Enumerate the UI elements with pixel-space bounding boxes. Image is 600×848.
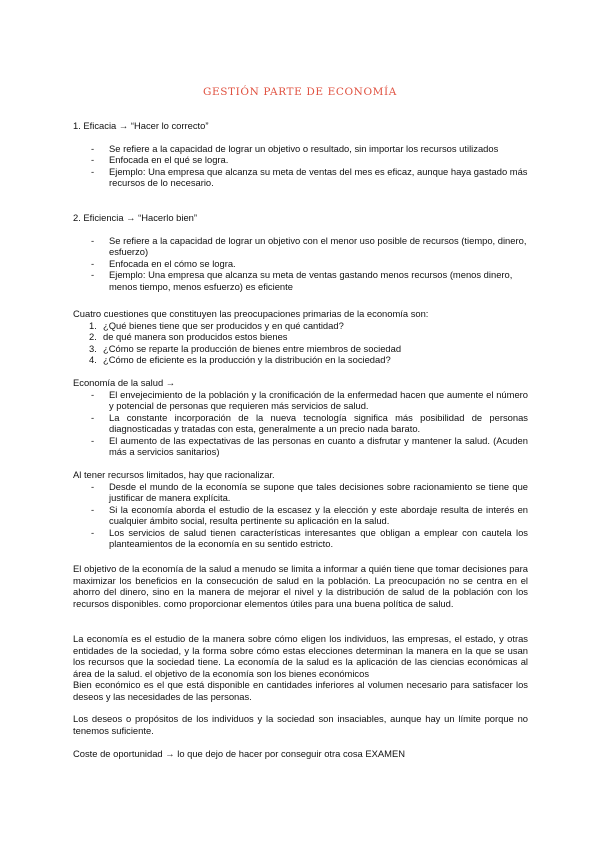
paragraph-text: Bien económico es el que está disponible en cantidades inferiores al volumen necesario para satisfacer los deseos y las necesidades de las personas. bbox=[73, 679, 528, 702]
item-text: ¿Cómo se reparte la producción de bienes entre miembros de sociedad bbox=[103, 342, 402, 354]
recursos-list bbox=[73, 481, 528, 550]
section-eficiencia bbox=[73, 212, 528, 292]
list-item: - Desde el mundo de la economía se supone que tales decisiones sobre racionamiento se tiene que justificar de manera explícita. bbox=[73, 481, 528, 504]
list-item bbox=[73, 354, 528, 366]
recursos-heading: Al tener recursos limitados, hay que racionalizar. bbox=[73, 469, 275, 480]
list-item: - Ejemplo: Una empresa que alcanza su meta de ventas del mes es eficaz, aunque haya gastado más recursos de lo necesario. bbox=[73, 166, 528, 189]
cuestiones-list bbox=[73, 320, 528, 366]
salud-heading: Economía de la salud → bbox=[73, 377, 176, 388]
list-item: - Si la economía aborda el estudio de la escasez y la elección y este abordaje resulta de interés en cualquier ámbito social, resulta pertinente su aplicación en la salud. bbox=[73, 504, 528, 527]
section-eficacia bbox=[73, 120, 528, 189]
list-item: - Se refiere a la capacidad de lograr un objetivo con el menor uso posible de recursos (tiempo, dinero, esfuerzo) bbox=[73, 235, 528, 258]
paragraph-deseos bbox=[73, 713, 528, 736]
paragraph-text: Coste de oportunidad → lo que dejo de hacer por conseguir otra cosa EXAMEN bbox=[73, 748, 405, 759]
list-item: - El aumento de las expectativas de las personas en cuanto a disfrutar y mantener la salud. (Acuden más a servicios sanitarios) bbox=[73, 435, 528, 458]
eficacia-list bbox=[73, 143, 528, 189]
list-item: - El envejecimiento de la población y la cronificación de la enfermedad hacen que aumente el número y potencial de personas que requieren más servicios de salud. bbox=[73, 389, 528, 412]
list-item: - Se refiere a la capacidad de lograr un objetivo o resultado, sin importar los recursos utilizados bbox=[73, 143, 528, 155]
paragraph-estudio bbox=[73, 633, 528, 702]
eficiencia-heading: 2. Eficiencia → “Hacerlo bien” bbox=[73, 212, 198, 223]
paragraph-text: Los deseos o propósitos de los individuos y la sociedad son insaciables, aunque hay un límite porque no tenemos suficiente. bbox=[73, 713, 528, 736]
section-cuestiones bbox=[73, 308, 528, 366]
list-item: - Enfocada en el qué se logra. bbox=[73, 154, 528, 166]
item-text: ¿Cómo de eficiente es la producción y la distribución en la sociedad? bbox=[103, 354, 391, 365]
page-title: GESTIÓN PARTE DE ECONOMÍA bbox=[203, 86, 397, 98]
eficacia-heading: 1. Eficacia → “Hacer lo correcto” bbox=[73, 120, 209, 131]
list-item: - Enfocada en el cómo se logra. bbox=[73, 258, 528, 270]
paragraph-text: El objetivo de la economía de la salud a menudo se limita a informar a quién tiene que tomar decisiones para maximizar los beneficios en la consecución de salud en la población. La preocupación no se centra en el ahorro del dinero, sino en la manera de mejorar el nivel y la distribución de salud de la población con los recursos disponibles. como proporcionar elementos útiles para una buena política de salud. bbox=[73, 563, 528, 609]
list-item bbox=[73, 343, 528, 355]
paragraph-objetivo bbox=[73, 563, 528, 609]
item-number: 1. bbox=[89, 319, 97, 331]
paragraph-text: La economía es el estudio de la manera sobre cómo eligen los individuos, las empresas, el estado, y otras entidades de la sociedad, y la forma sobre cómo estas elecciones determinan la manera en la que se usan los recursos que la sociedad tiene. La economía de la salud es la aplicación de las ciencias económicas al área de la salud. el objetivo de la economía son los bienes económicos bbox=[73, 633, 528, 679]
list-item: - Los servicios de salud tienen características interesantes que obligan a emplear con cautela los planteamientos de la economía en su sentido estricto. bbox=[73, 527, 528, 550]
item-number: 3. bbox=[89, 342, 97, 354]
list-item bbox=[73, 331, 528, 343]
salud-list bbox=[73, 389, 528, 458]
item-number: 2. bbox=[89, 331, 97, 342]
list-item: - La constante incorporación de la nueva tecnología significa más posibilidad de personas diagnosticadas y tratadas con esta, generalmente a un precio nada barato. bbox=[73, 412, 528, 435]
eficiencia-list bbox=[73, 235, 528, 293]
list-item: - Ejemplo: Una empresa que alcanza su meta de ventas gastando menos recursos (menos dinero, menos tiempo, menos esfuerzo) es eficiente bbox=[73, 269, 528, 292]
section-economia-salud bbox=[73, 377, 528, 458]
item-text: de qué manera son producidos estos bienes bbox=[103, 331, 288, 342]
section-recursos-limitados bbox=[73, 469, 528, 550]
cuestiones-intro: Cuatro cuestiones que constituyen las preocupaciones primarias de la economía son: bbox=[73, 308, 429, 319]
paragraph-coste bbox=[73, 748, 528, 760]
list-item bbox=[73, 320, 528, 332]
item-text: ¿Qué bienes tiene que ser producidos y en qué cantidad? bbox=[103, 319, 344, 331]
item-number: 4. bbox=[89, 354, 97, 365]
